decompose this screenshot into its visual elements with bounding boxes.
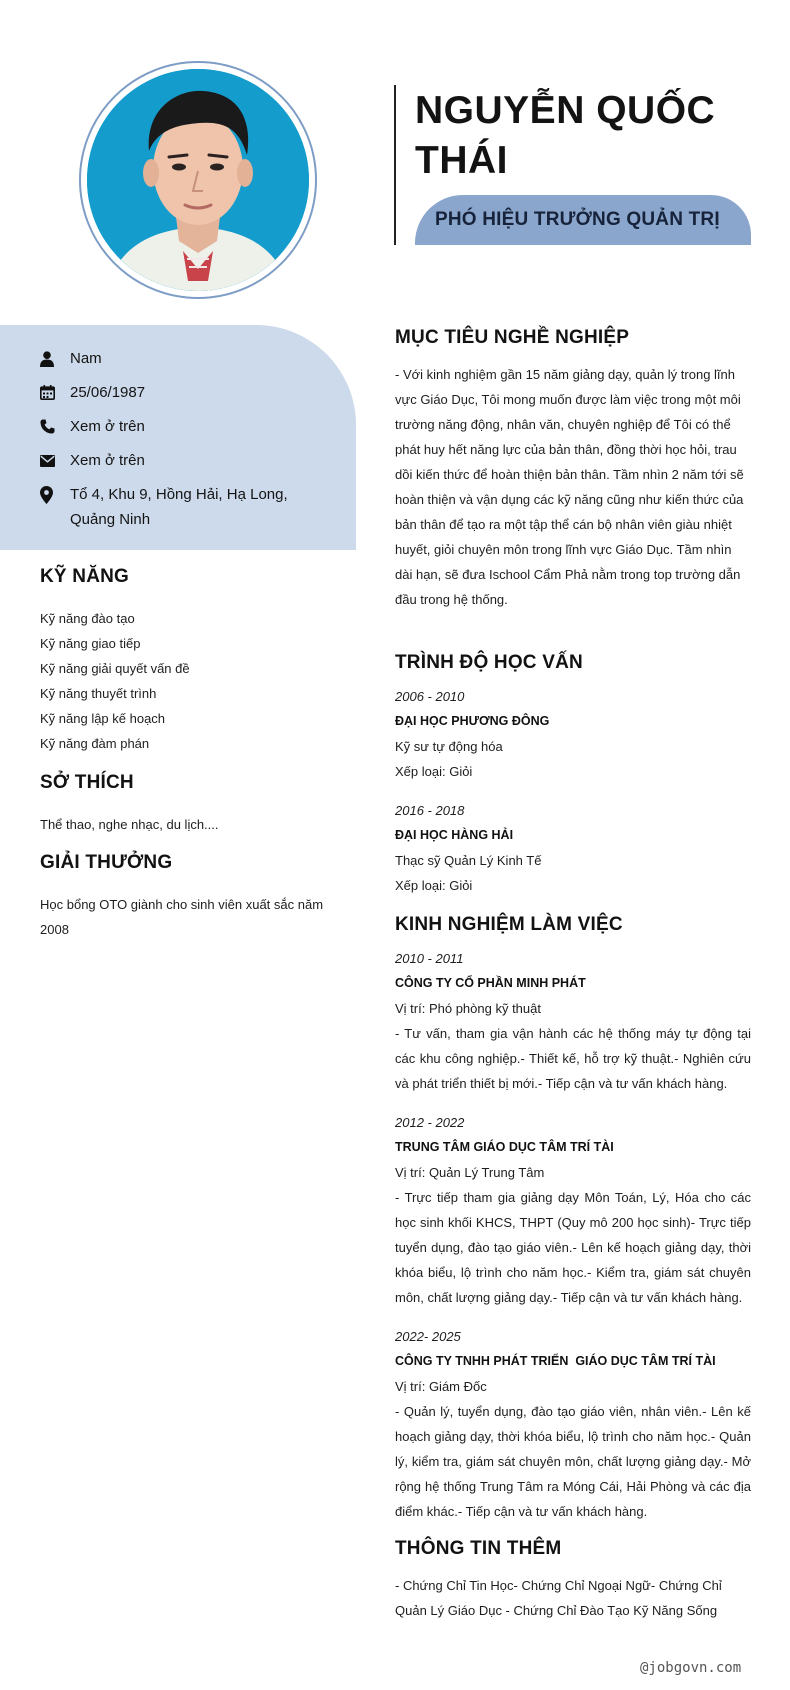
phone-value: Xem ở trên — [70, 418, 145, 435]
experience-role: Vị trí: Phó phòng kỹ thuật — [395, 1001, 541, 1016]
education-period: 2006 - 2010 — [395, 689, 465, 704]
name-accent-bar — [394, 85, 396, 245]
education-period: 2016 - 2018 — [395, 803, 465, 818]
education-degree: Kỹ sư tự động hóa — [395, 739, 503, 754]
experience-description: - Quản lý, tuyển dụng, đào tạo giáo viên, nhân viên.- Lên kế hoạch giảng dạy, thời khóa biểu, lộ trình cho năm học.- Quản lý, kiểm tra, giám sát chuyên môn, chất lượng giảng dạy.- Mở rộng hệ thống Trung Tâm ra Móng Cái, Hải Phòng và các địa điểm khác.- Tiếp cận và tư vấn khách hàng. — [395, 1404, 751, 1519]
additional-info-section — [395, 1538, 751, 1623]
awards-section — [40, 852, 350, 942]
education-item — [395, 798, 751, 898]
experience-period: 2010 - 2011 — [395, 951, 464, 966]
email-value: Xem ở trên — [70, 452, 145, 469]
experience-item — [395, 1110, 751, 1310]
education-school: ĐẠI HỌC HÀNG HẢI — [395, 828, 514, 842]
skill-item: Kỹ năng lập kế hoạch — [40, 711, 166, 726]
skill-item: Kỹ năng đào tạo — [40, 611, 135, 626]
experience-role: Vị trí: Giám Đốc — [395, 1379, 487, 1394]
experience-period: 2012 - 2022 — [395, 1115, 465, 1130]
experience-item — [395, 1324, 751, 1524]
education-item — [395, 684, 751, 784]
skills-section — [40, 566, 350, 756]
experience-role: Vị trí: Quản Lý Trung Tâm — [395, 1165, 545, 1180]
person-icon — [40, 346, 70, 371]
education-grade: Xếp loại: Giỏi — [395, 764, 473, 779]
skills-title: KỸ NĂNG — [40, 566, 130, 587]
hobbies-text: Thể thao, nghe nhạc, du lịch.... — [40, 817, 219, 832]
contact-panel — [0, 325, 356, 550]
gender-value: Nam — [70, 350, 102, 367]
contact-email — [40, 448, 300, 473]
experience-description: - Tư vấn, tham gia vận hành các hệ thống máy tự động tại các khu công nghiệp.- Thiết kế, hỗ trợ kỹ thuật.- Nghiên cứu và phát triển thiết bị mới.- Tiếp cận và tư vấn khách hàng. — [395, 1026, 751, 1091]
address-value: Tổ 4, Khu 9, Hồng Hải, Hạ Long, Quảng Ninh — [70, 486, 288, 528]
mail-icon — [40, 448, 70, 473]
birthday-value: 25/06/1987 — [70, 384, 146, 401]
calendar-icon — [40, 380, 70, 405]
experience-description: - Trực tiếp tham gia giảng dạy Môn Toán, Lý, Hóa cho các học sinh khối KHCS, THPT (Quy mô 200 học sinh)- Trực tiếp tuyển dụng, đào tạo giáo viên.- Lên kế hoạch giảng dạy, thời khóa biểu, lộ trình cho năm học.- Kiểm tra, giám sát chuyên môn, chất lượng giảng dạy.- Tiếp cận và tư vấn khách hàng. — [395, 1190, 751, 1305]
job-title: PHÓ HIỆU TRƯỞNG QUẢN TRỊ — [435, 209, 720, 230]
contact-phone — [40, 414, 300, 439]
full-name: NGUYỄN QUỐC THÁI — [415, 89, 716, 182]
education-grade: Xếp loại: Giỏi — [395, 878, 473, 893]
contact-birthday — [40, 380, 300, 405]
hobbies-section — [40, 772, 350, 837]
objective-section — [395, 327, 751, 612]
contact-address — [40, 482, 300, 532]
skill-item: Kỹ năng giải quyết vấn đề — [40, 661, 190, 676]
additional-info-text: - Chứng Chỉ Tin Học- Chứng Chỉ Ngoại Ngữ- Chứng Chỉ Quản Lý Giáo Dục - Chứng Chỉ Đào Tạo Kỹ Năng Sống — [395, 1578, 722, 1618]
job-title-badge — [415, 195, 751, 245]
experience-section — [395, 914, 751, 1524]
education-section — [395, 652, 751, 898]
awards-title: GIẢI THƯỞNG — [40, 852, 173, 873]
watermark: @jobgovn.com — [640, 1660, 742, 1676]
experience-period: 2022- 2025 — [395, 1329, 461, 1344]
experience-company: CÔNG TY CỔ PHẦN MINH PHÁT — [395, 976, 586, 990]
awards-text: Học bổng OTO giành cho sinh viên xuất sắc năm 2008 — [40, 897, 324, 937]
avatar — [87, 69, 309, 291]
objective-text: - Với kinh nghiệm gần 15 năm giảng dạy, quản lý trong lĩnh vực Giáo Dục, Tôi mong muốn được làm việc trong một môi trường năng động, nhân văn, chuyên nghiệp để Tôi có thể phát huy hết năng lực của bản thân, đồng thời học hỏi, trau dồi kiến thức để hoàn thiện bản thân. Tầm nhìn 2 năm tới sẽ hoàn thiện và vận dụng các kỹ năng cũng như kiến thức của bản thân để tạo ra một tập thể cán bộ nhân viên giàu nhiệt huyết, giỏi chuyên môn trong lĩnh vực Giáo Dục. Tầm nhìn dài hạn, sẽ đưa Ischool Cẩm Phả nằm trong top trường dẫn đầu trong hệ thống. — [395, 367, 744, 607]
education-title: TRÌNH ĐỘ HỌC VẤN — [395, 652, 583, 673]
additional-info-title: THÔNG TIN THÊM — [395, 1538, 562, 1559]
experience-item — [395, 946, 751, 1096]
hobbies-title: SỞ THÍCH — [40, 772, 134, 793]
experience-company: CÔNG TY TNHH PHÁT TRIỂN GIÁO DỤC TÂM TRÍ TÀI — [395, 1354, 716, 1368]
experience-company: TRUNG TÂM GIÁO DỤC TÂM TRÍ TÀI — [395, 1140, 614, 1154]
skills-list — [40, 606, 350, 756]
phone-icon — [40, 414, 70, 439]
profile-photo — [87, 69, 309, 291]
experience-title: KINH NGHIỆM LÀM VIỆC — [395, 914, 623, 935]
education-school: ĐẠI HỌC PHƯƠNG ĐÔNG — [395, 714, 550, 728]
objective-title: MỤC TIÊU NGHỀ NGHIỆP — [395, 327, 630, 348]
skill-item: Kỹ năng thuyết trình — [40, 686, 157, 701]
contact-gender — [40, 346, 300, 371]
skill-item: Kỹ năng đàm phán — [40, 736, 150, 751]
skill-item: Kỹ năng giao tiếp — [40, 636, 141, 651]
location-pin-icon — [40, 482, 70, 507]
education-degree: Thạc sỹ Quản Lý Kinh Tế — [395, 853, 542, 868]
